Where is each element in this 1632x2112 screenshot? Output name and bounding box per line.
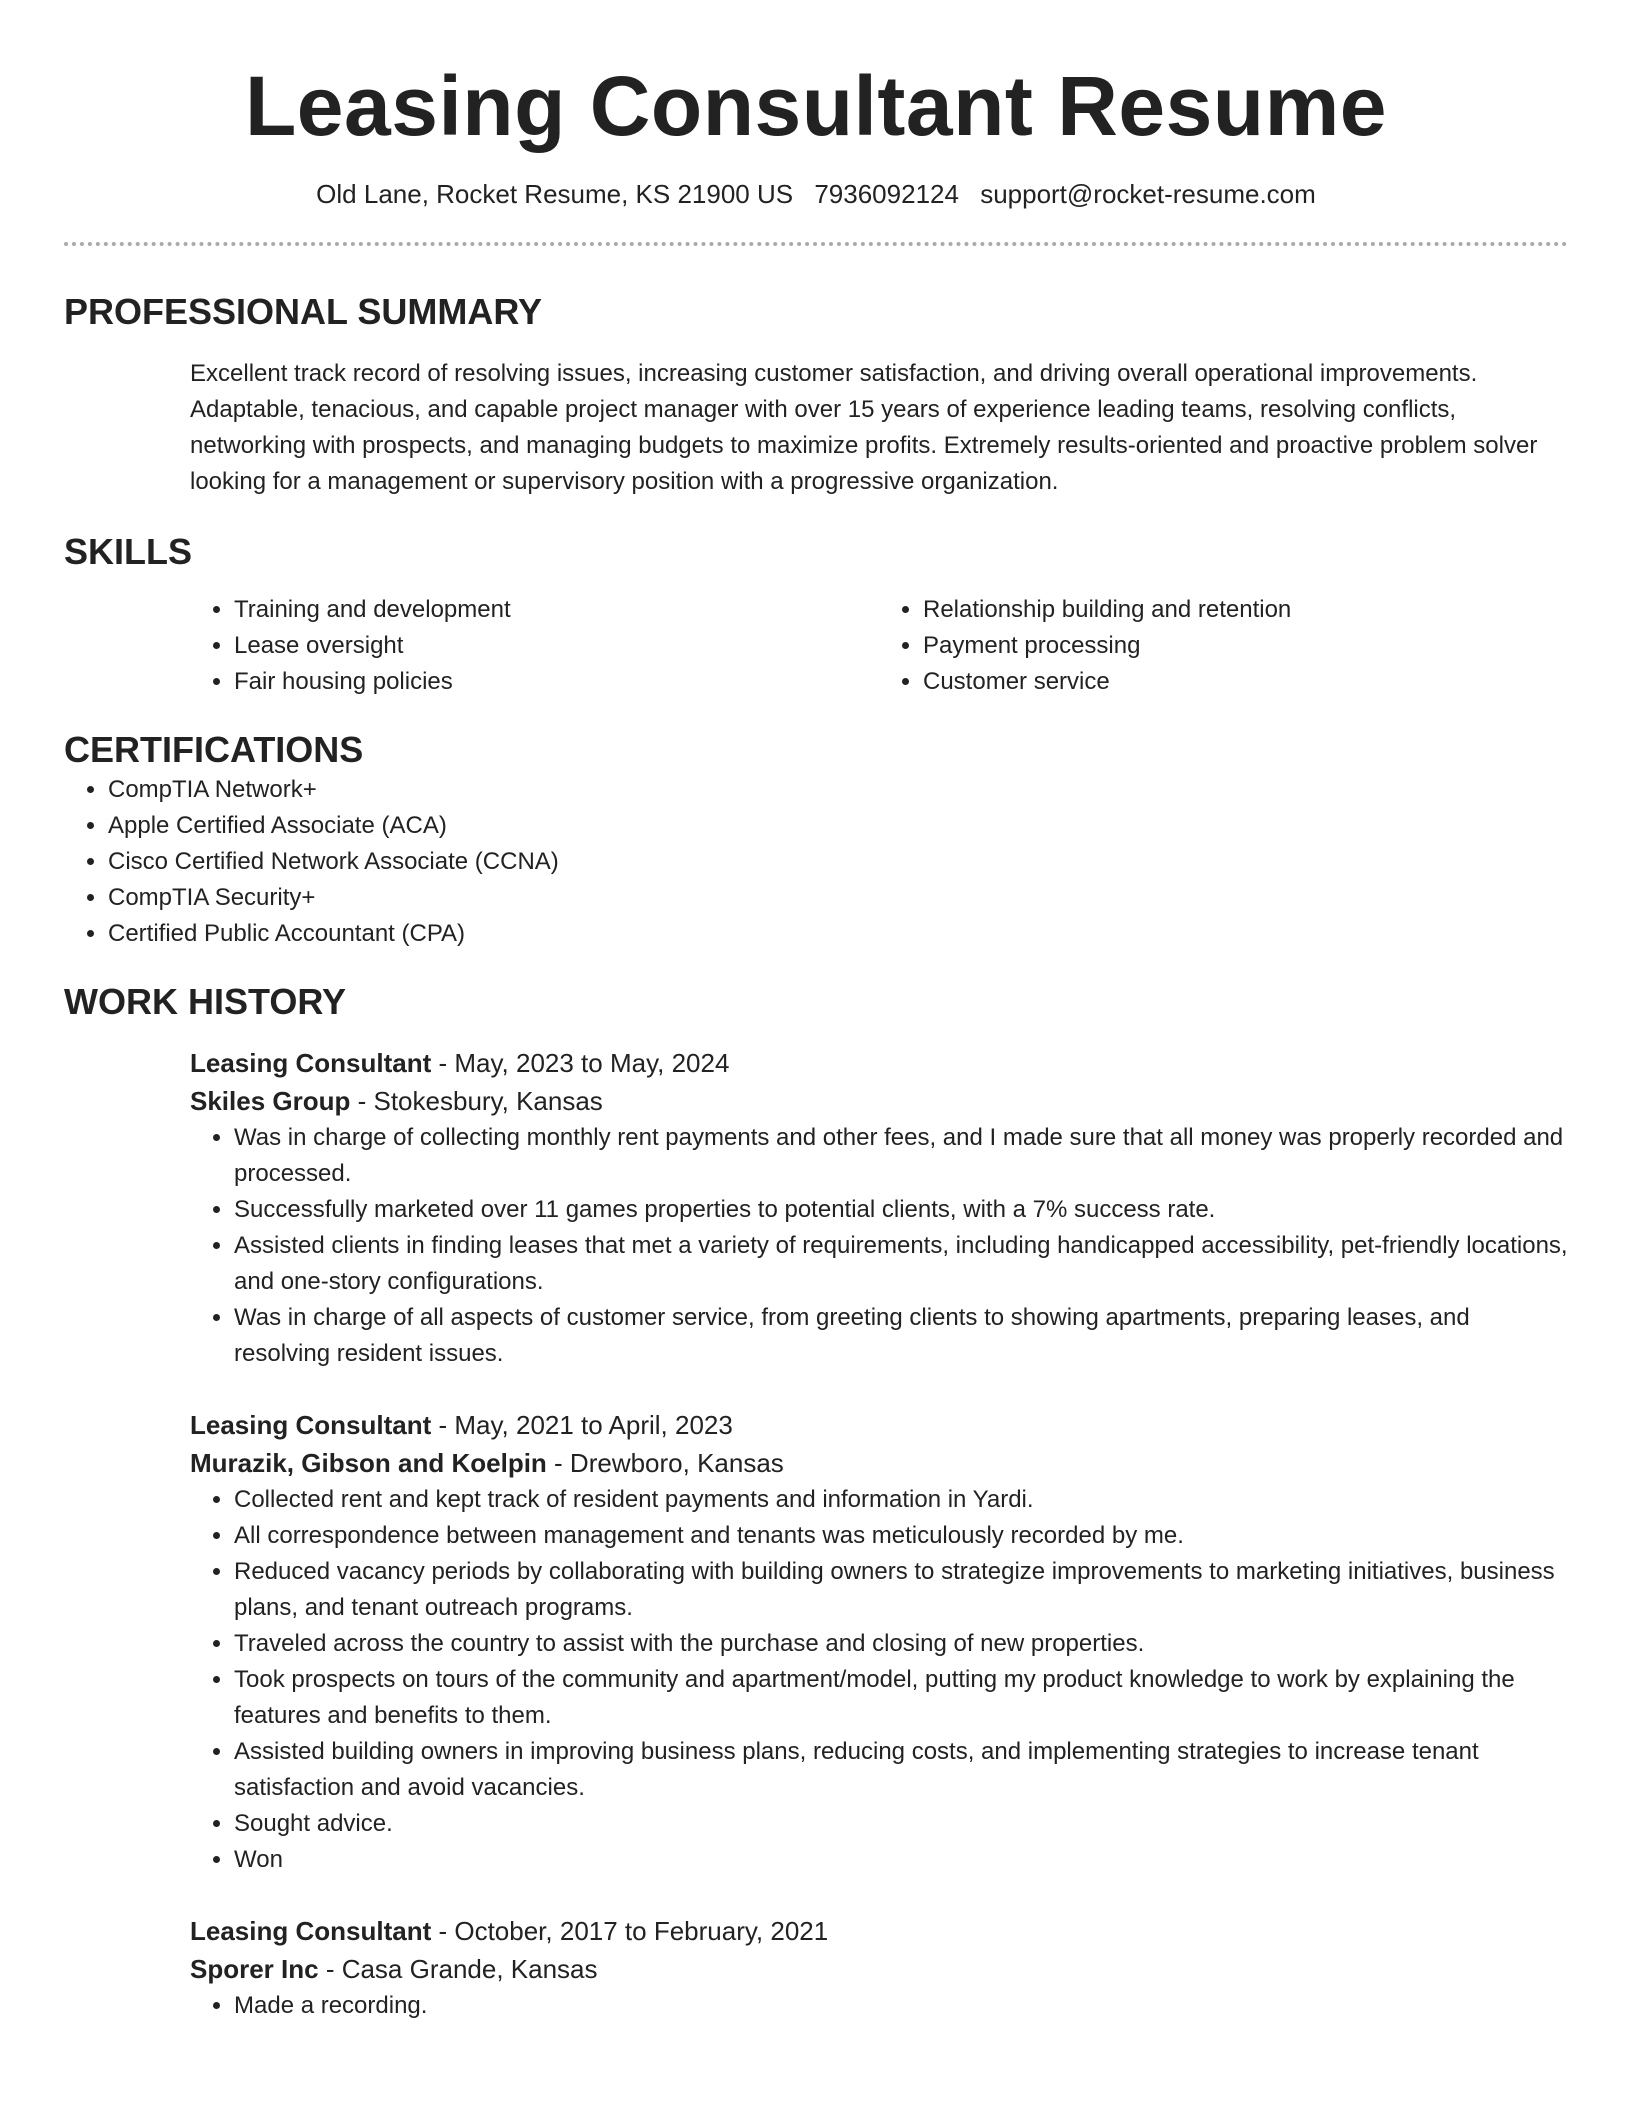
summary-text: Excellent track record of resolving issues, increasing customer satisfaction, and driving overall operational improvements. Adaptable, tenacious, and capable project manager with over 15 years of experience leading teams, resolving conflicts, networking with prospects, and managing budgets to maximize profits. Extremely results-oriented and proactive problem solver looking for a management or supervisory position with a progressive organization.	[190, 360, 1538, 495]
job-title-line	[190, 1406, 1568, 1444]
certification-item: • Certified Public Accountant (CPA)	[108, 916, 1568, 952]
job-duty: • Won	[234, 1842, 1568, 1878]
job-entry	[190, 1406, 1568, 1878]
certifications-list	[64, 772, 1568, 952]
skills-list	[190, 592, 1568, 700]
job-title: Leasing Consultant	[190, 1916, 432, 1946]
summary-heading: PROFESSIONAL SUMMARY	[64, 291, 543, 332]
skill-item: • Training and development	[234, 592, 879, 628]
skill-item: • Customer service	[923, 664, 1568, 700]
job-duties	[190, 1482, 1568, 1878]
certification-item: • Apple Certified Associate (ACA)	[108, 808, 1568, 844]
job-duty: • Assisted building owners in improving business plans, reducing costs, and implementing strategies to increase tenant satisfaction and avoid vacancies.	[234, 1734, 1568, 1806]
job-duties	[190, 1120, 1568, 1372]
job-title-line	[190, 1044, 1568, 1082]
contact-phone: 7936092124	[814, 179, 959, 209]
job-duty: • Was in charge of all aspects of customer service, from greeting clients to showing apartments, preparing leases, and resolving resident issues.	[234, 1300, 1568, 1372]
job-duty: • All correspondence between management and tenants was meticulously recorded by me.	[234, 1518, 1568, 1554]
job-location: - Stokesbury, Kansas	[350, 1086, 603, 1116]
certification-item: • CompTIA Network+	[108, 772, 1568, 808]
job-entry	[190, 1044, 1568, 1372]
contact-email: support@rocket-resume.com	[980, 179, 1316, 209]
job-duty: • Made a recording.	[234, 1988, 1568, 2024]
certification-item: • Cisco Certified Network Associate (CCNA)	[108, 844, 1568, 880]
job-title: Leasing Consultant	[190, 1410, 432, 1440]
job-duty: • Assisted clients in finding leases that met a variety of requirements, including handicapped accessibility, pet-friendly locations, and one-story configurations.	[234, 1228, 1568, 1300]
skill-item: • Lease oversight	[234, 628, 879, 664]
job-duty: • Sought advice.	[234, 1806, 1568, 1842]
job-entry	[190, 1912, 1568, 2024]
resume-page	[64, 0, 1568, 2024]
job-title-line	[190, 1912, 1568, 1950]
page-title: Leasing Consultant Resume	[244, 59, 1388, 153]
skills-column-right	[879, 592, 1568, 700]
header-divider	[64, 242, 1568, 246]
job-location: - Casa Grande, Kansas	[318, 1954, 598, 1984]
job-location: - Drewboro, Kansas	[546, 1448, 784, 1478]
contact-line	[64, 178, 1568, 210]
job-duty: • Reduced vacancy periods by collaborating with building owners to strategize improvements to marketing initiatives, business plans, and tenant outreach programs.	[234, 1554, 1568, 1626]
skills-column-left	[190, 592, 879, 700]
certifications-heading: CERTIFICATIONS	[64, 729, 364, 770]
skill-item: • Relationship building and retention	[923, 592, 1568, 628]
job-company-line	[190, 1082, 1568, 1120]
job-duty: • Was in charge of collecting monthly rent payments and other fees, and I made sure that all money was properly recorded and processed.	[234, 1120, 1568, 1192]
job-duty: • Collected rent and kept track of resident payments and information in Yardi.	[234, 1482, 1568, 1518]
job-company: Sporer Inc	[190, 1954, 319, 1984]
contact-address: Old Lane, Rocket Resume, KS 21900 US	[316, 179, 794, 209]
work-history-heading: WORK HISTORY	[64, 981, 347, 1022]
job-company-line	[190, 1950, 1568, 1988]
job-dates: - May, 2023 to May, 2024	[431, 1048, 730, 1078]
job-title: Leasing Consultant	[190, 1048, 432, 1078]
skills-heading: SKILLS	[64, 531, 193, 572]
job-company: Murazik, Gibson and Koelpin	[190, 1448, 547, 1478]
job-dates: - October, 2017 to February, 2021	[431, 1916, 829, 1946]
certification-item: • CompTIA Security+	[108, 880, 1568, 916]
job-duties	[190, 1988, 1568, 2024]
job-company-line	[190, 1444, 1568, 1482]
job-duty: • Successfully marketed over 11 games properties to potential clients, with a 7% success rate.	[234, 1192, 1568, 1228]
job-company: Skiles Group	[190, 1086, 351, 1116]
job-dates: - May, 2021 to April, 2023	[431, 1410, 733, 1440]
job-duty: • Took prospects on tours of the community and apartment/model, putting my product knowledge to work by explaining the features and benefits to them.	[234, 1662, 1568, 1734]
skill-item: • Fair housing policies	[234, 664, 879, 700]
job-duty: • Traveled across the country to assist with the purchase and closing of new properties.	[234, 1626, 1568, 1662]
skill-item: • Payment processing	[923, 628, 1568, 664]
